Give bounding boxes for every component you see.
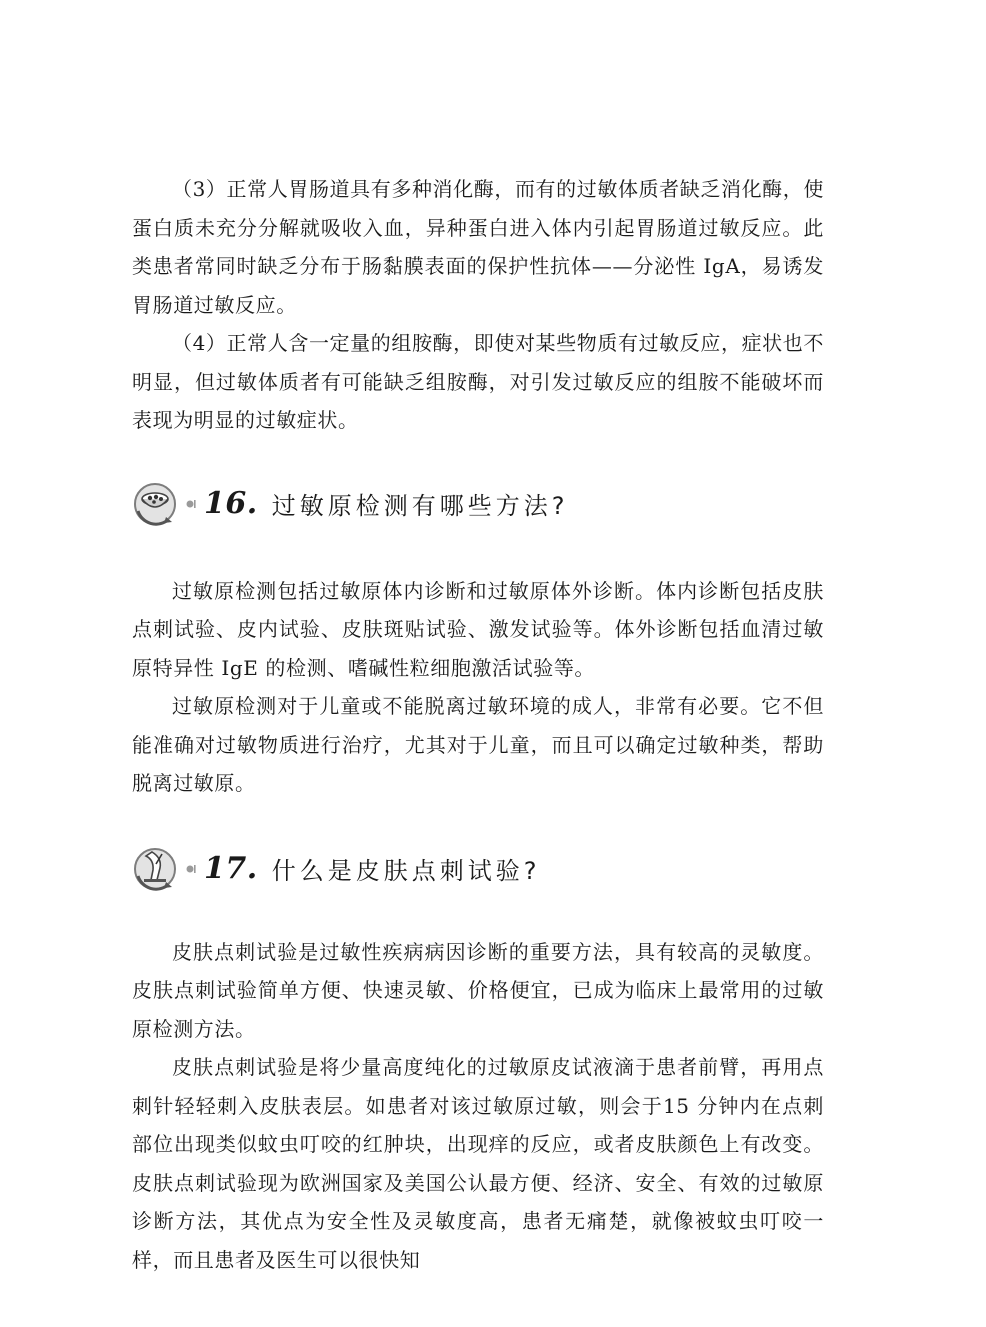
paragraph: 皮肤点刺试验是将少量高度纯化的过敏原皮试液滴于患者前臂，再用点刺针轻轻刺入皮肤表层。如患者对该过敏原过敏，则会于15 分钟内在点刺部位出现类似蚊虫叮咬的红肿块，出现痒的反应，或者皮肤颜色上有改变。皮肤点刺试验现为欧洲国家及美国公认最方便、经济、安全、有效的过敏原诊断方法，其优点为安全性及灵敏度高，患者无痛楚，就像被蚊虫叮咬一样，而且患者及医生可以很快知: [132, 1055, 824, 1272]
heading-bullet-icon: [184, 863, 196, 875]
section-number: 16.: [204, 486, 258, 521]
paragraph: 过敏原检测对于儿童或不能脱离过敏环境的成人，非常有必要。它不但能准确对过敏物质进行治疗，尤其对于儿童，而且可以确定过敏种类，帮助脱离过敏原。: [132, 694, 824, 795]
skin-test-arm-icon: [132, 846, 178, 892]
section-16-body: [132, 572, 824, 803]
section-heading-16: [132, 476, 824, 532]
paragraph: 皮肤点刺试验是过敏性疾病病因诊断的重要方法，具有较高的灵敏度。皮肤点刺试验简单方便、快速灵敏、价格便宜，已成为临床上最常用的过敏原检测方法。: [132, 939, 824, 1041]
section-17-body: [132, 933, 824, 1280]
paragraph: 过敏原检测包括过敏原体内诊断和过敏原体外诊断。体内诊断包括皮肤点刺试验、皮内试验、皮肤斑贴试验、激发试验等。体外诊断包括血清过敏原特异性 IgE 的检测、嗜碱性粒细胞激活试验等。: [132, 578, 824, 680]
paragraph: （4）正常人含一定量的组胺酶，即使对某些物质有过敏反应，症状也不明显，但过敏体质者有可能缺乏组胺酶，对引发过敏反应的组胺不能破坏而表现为明显的过敏症状。: [132, 331, 824, 432]
heading-bullet-icon: [184, 498, 196, 510]
section-heading-17: [132, 841, 824, 897]
book-page: [132, 170, 824, 1279]
intro-block: [132, 170, 824, 440]
section-number: 17.: [204, 851, 258, 886]
paragraph: （3）正常人胃肠道具有多种消化酶，而有的过敏体质者缺乏消化酶，使蛋白质未充分分解就吸收入血，异种蛋白进入体内引起胃肠道过敏反应。此类患者常同时缺乏分布于肠黏膜表面的保护性抗体——分泌性 IgA，易诱发胃肠道过敏反应。: [132, 177, 824, 317]
section-title: 什么是皮肤点刺试验?: [271, 857, 541, 885]
allergy-pills-icon: [132, 481, 178, 527]
section-title: 过敏原检测有哪些方法?: [271, 492, 569, 520]
